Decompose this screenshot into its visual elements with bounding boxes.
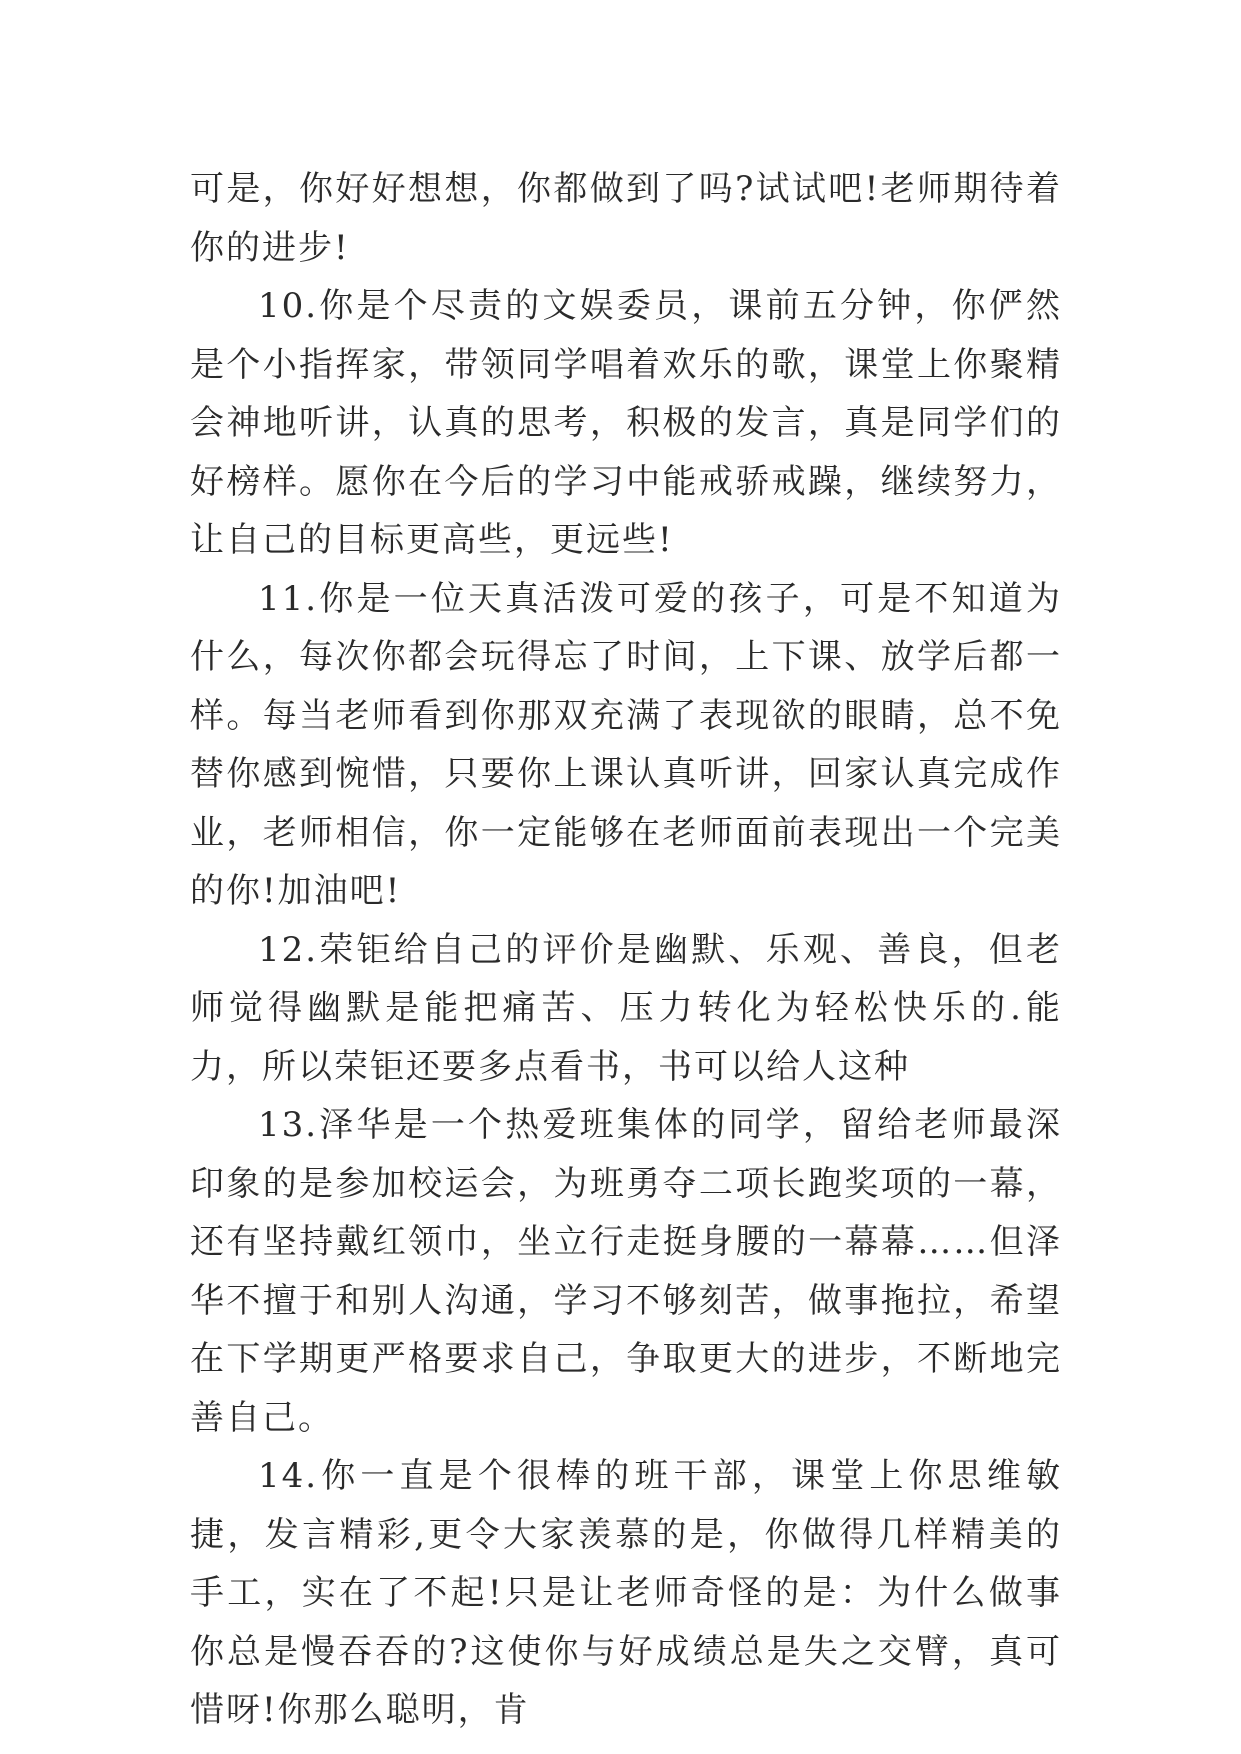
paragraph-continuation: 可是，你好好想想，你都做到了吗?试试吧!老师期待着你的进步! xyxy=(190,169,1062,268)
paragraph-item-10: 10.你是个尽责的文娱委员，课前五分钟，你俨然是个小指挥家，带领同学唱着欢乐的歌，课堂上你聚精会神地听讲，认真的思考，积极的发言，真是同学们的好榜样。愿你在今后的学习中能戒骄戒躁，继续努力，让自己的目标更高些，更远些! xyxy=(190,286,1062,560)
paragraph-item-13: 13.泽华是一个热爱班集体的同学，留给老师最深印象的是参加校运会，为班勇夺二项长跑奖项的一幕，还有坚持戴红领巾，坐立行走挺身腰的一幕幕……但泽华不擅于和别人沟通，学习不够刻苦，做事拖拉，希望在下学期更严格要求自己，争取更大的进步，不断地完善自己。 xyxy=(190,1105,1062,1438)
paragraph-item-12: 12.荣钜给自己的评价是幽默、乐观、善良，但老师觉得幽默是能把痛苦、压力转化为轻松快乐的.能力，所以荣钜还要多点看书，书可以给人这种 xyxy=(190,929,1062,1087)
document-body xyxy=(190,160,1062,1740)
paragraph-item-11: 11.你是一位天真活泼可爱的孩子，可是不知道为什么，每次你都会玩得忘了时间，上下课、放学后都一样。每当老师看到你那双充满了表现欲的眼睛，总不免替你感到惋惜，只要你上课认真听讲，回家认真完成作业，老师相信，你一定能够在老师面前表现出一个完美的你!加油吧! xyxy=(190,578,1062,911)
paragraph-item-14: 14.你一直是个很棒的班干部，课堂上你思维敏捷，发言精彩,更令大家羡慕的是，你做得几样精美的手工，实在了不起!只是让老师奇怪的是：为什么做事你总是慢吞吞的?这使你与好成绩总是失之交臂，真可惜呀!你那么聪明，肯 xyxy=(190,1456,1062,1730)
